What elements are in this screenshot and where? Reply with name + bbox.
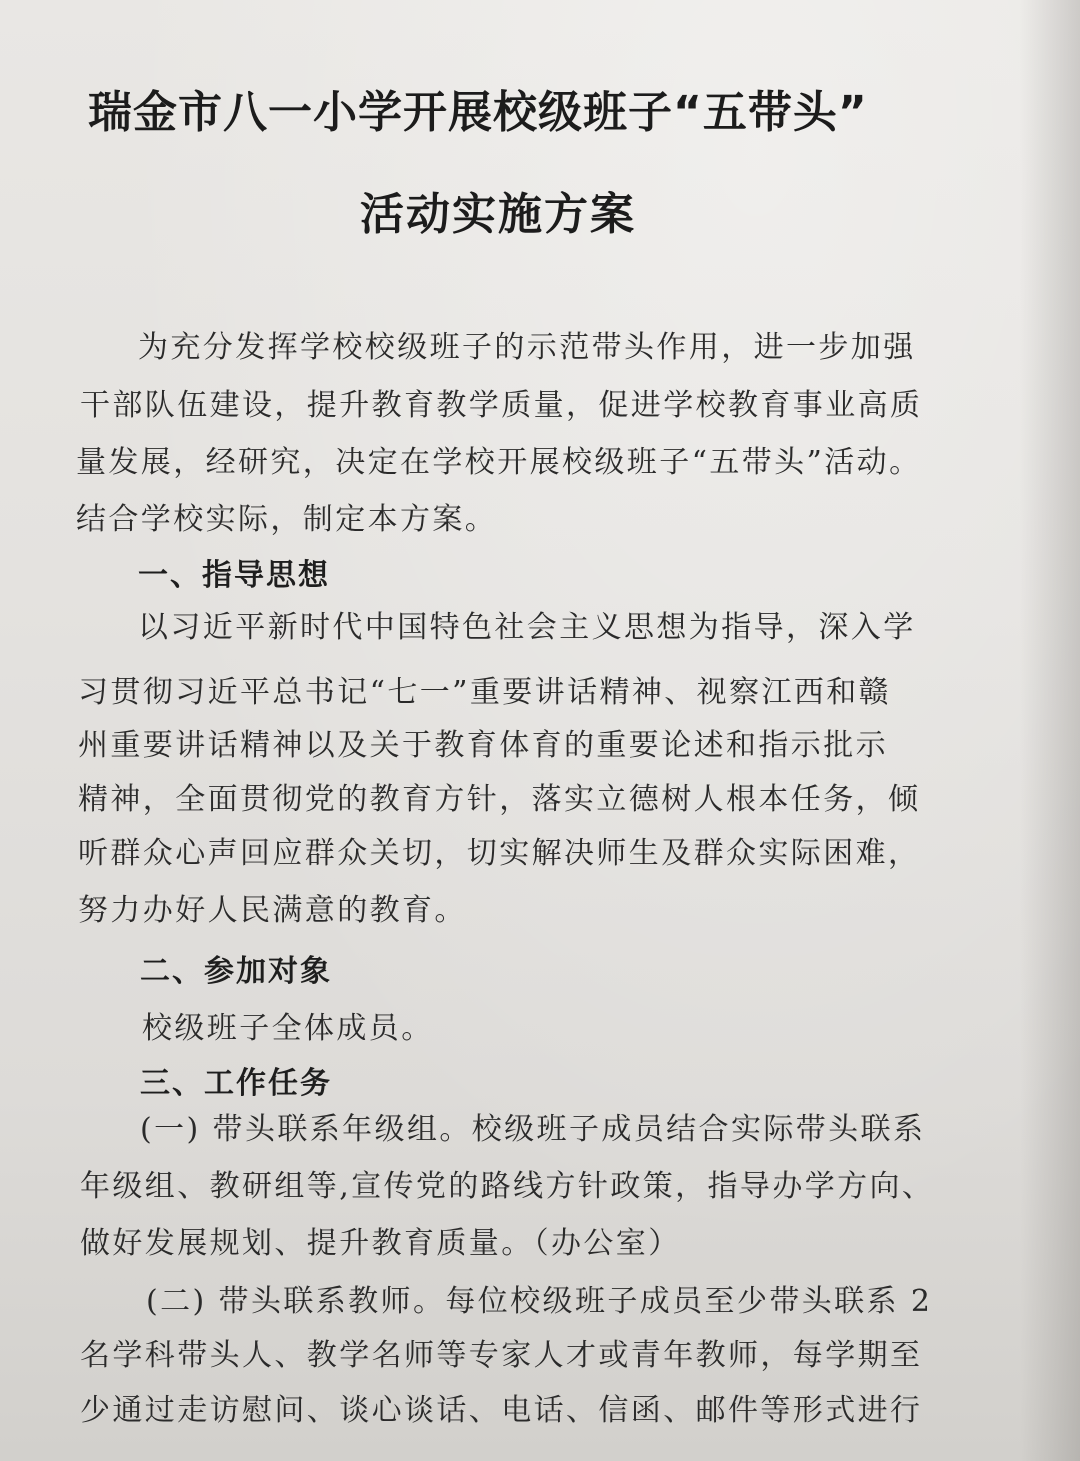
guiding-line-5: 听群众心声回应群众关切，切实解决师生及群众实际困难， (78, 836, 921, 871)
guiding-line-4: 精神，全面贯彻党的教育方针，落实立德树人根本任务，倾 (78, 782, 921, 817)
intro-line-2: 干部队伍建设，提升教育教学质量，促进学校教育事业高质 (80, 388, 923, 423)
participants-line-1: 校级班子全体成员。 (142, 1011, 434, 1046)
intro-line-3: 量发展，经研究，决定在学校开展校级班子“五带头”活动。 (76, 445, 922, 480)
intro-line-1: 为充分发挥学校校级班子的示范带头作用，进一步加强 (138, 330, 916, 365)
guiding-line-2: 习贯彻习近平总书记“七一”重要讲话精神、视察江西和赣 (78, 675, 892, 710)
guiding-line-6: 努力办好人民满意的教育。 (78, 893, 467, 928)
section-heading-participants: 二、参加对象 (140, 954, 332, 989)
tasks-line-6: 少通过走访慰问、谈心谈话、电话、信函、邮件等形式进行 (80, 1393, 923, 1428)
tasks-line-5: 名学科带头人、教学名师等专家人才或青年教师，每学期至 (80, 1338, 923, 1373)
intro-line-4: 结合学校实际，制定本方案。 (76, 502, 498, 537)
tasks-line-3: 做好发展规划、提升教育质量。（办公室） (80, 1226, 681, 1261)
section-heading-guiding-ideology: 一、指导思想 (138, 558, 330, 593)
tasks-line-4: (二) 带头联系教师。每位校级班子成员至少带头联系 2 (146, 1284, 933, 1319)
tasks-line-1: (一) 带头联系年级组。校级班子成员结合实际带头联系 (140, 1112, 926, 1147)
guiding-line-3: 州重要讲话精神以及关于教育体育的重要论述和指示批示 (78, 728, 888, 763)
document-title-line-1: 瑞金市八一小学开展校级班子“五带头” (88, 87, 868, 138)
document-title-line-2: 活动实施方案 (360, 189, 636, 240)
tasks-line-2: 年级组、教研组等,宣传党的路线方针政策，指导办学方向、 (80, 1169, 935, 1204)
guiding-line-1: 以习近平新时代中国特色社会主义思想为指导，深入学 (138, 610, 916, 645)
section-heading-work-tasks: 三、工作任务 (140, 1066, 332, 1101)
